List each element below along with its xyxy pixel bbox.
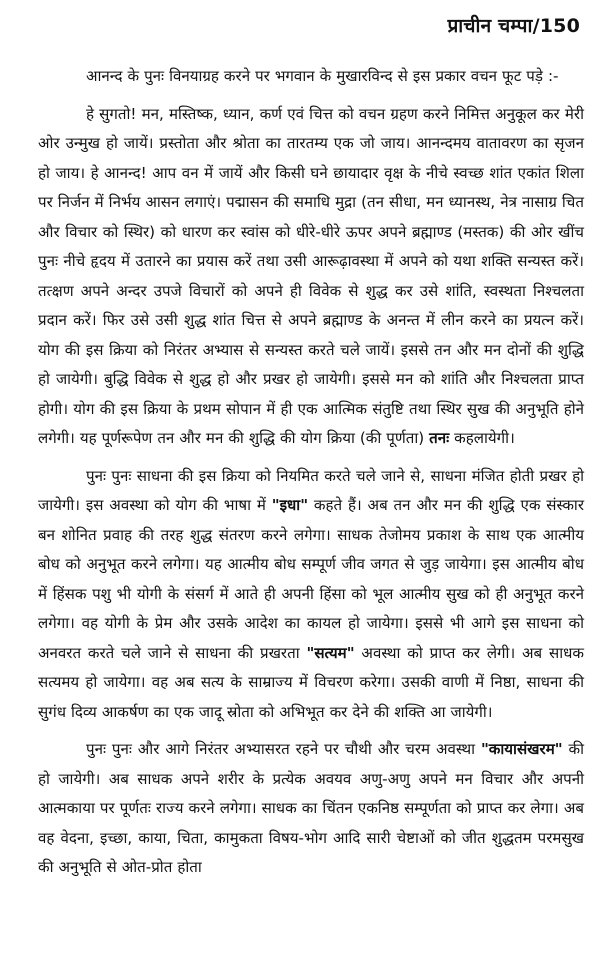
paragraph-2 (38, 100, 584, 454)
body-text (38, 62, 584, 891)
term-satyam: "सत्यम" (306, 643, 355, 662)
term-tanah: तनः (429, 429, 450, 447)
paragraph-3-intro: पुनः पुनः साधना की इस क्रिया को नियमित करते चले जाने से, साधना मंजित होती प्रखर हो जायेगी। इस अवस्था को योग की भाषा में (38, 466, 584, 514)
running-head: प्राचीन चम्पा/150 (447, 15, 580, 37)
paragraph-4-intro: पुनः पुनः और आगे निरंतर अभ्यासरत रहने पर चौथी और चरम अवस्था (86, 740, 476, 758)
term-idha: "इधा" (271, 496, 309, 514)
paragraph-4 (38, 735, 584, 883)
paragraph-1-text: आनन्द के पुनः विनयाग्रह करने पर भगवान के मुखारविन्द से इस प्रकार वचन फूट पड़े :- (86, 67, 559, 85)
paragraph-4-ending: की हो जायेगी। अब साधक अपने शरीर के प्रत्येक अवयव अणु-अणु अपने मन विचार और अपनी आत्मकाया पर पूर्णतः राज्य करने लगेगा। साधक का चिंतन एकनिष्ठ सम्पूर्णता को प्राप्त कर लेगा। अब वह वेदना, इच्छा, काया, चिता, कामुकता विषय-भोग आदि सारी चेष्टाओं को जीत शुद्धतम परमसुख की अनुभूति से ओत-प्रोत होता (38, 740, 585, 876)
paragraph-1 (38, 62, 584, 92)
term-kayasankharam: "कायासंखरम" (480, 740, 563, 758)
paragraph-3 (38, 462, 584, 728)
paragraph-3-ending: अवस्था को प्राप्त कर लेगी। अब साधक सत्यमय हो जायेगा। वह अब सत्य के साम्राज्य में विचरण करेगा। उसकी वाणी में निष्ठा, साधना की सुगंध दिव्य आकर्षण का एक जादू स्रोता को अभिभूत कर देने की शक्ति आ जायेगी। (38, 643, 584, 721)
paragraph-2-ending: कहलायेगी। (454, 429, 515, 447)
paragraph-3-middle: कहते हैं। अब तन और मन की शुद्धि एक संस्कार बन शोनित प्रवाह की तरह शुद्ध संतरण करने लगेगा। साधक तेजोमय प्रकाश के साथ एक आत्मीय बोध को अनुभूत करने लगेगा। यह आत्मीय बोध सम्पूर्ण जीव जगत से जुड़ जायेगा। इस आत्मीय बोध में हिंसक पशु भी योगी के संसर्ग में आते ही अपनी हिंसा को भूल आत्मीय सुख को ही अनुभूत करने लगेगा। वह योगी के प्रेम और उसके आदेश का कायल हो जायेगा। इससे भी आगे इस साधना को अनवरत करते चले जाने से साधना की प्रखरता (38, 496, 585, 662)
paragraph-2-text: हे सुगतो! मन, मस्तिष्क, ध्यान, कर्ण एवं चित्त को वचन ग्रहण करने निमित्त अनुकूल कर मेरी ओर उन्मुख हो जायें। प्रस्तोता और श्रोता का तारतम्य एक जो जाय। आनन्दमय वातावरण का सृजन हो जाय। हे आनन्द! आप वन में जायें और किसी घने छायादार वृक्ष के नीचे स्वच्छ शांत एकांत शिला पर निर्जन में निर्भय आसन लगाएं। पद्मासन की समाधि मुद्रा (तन सीधा, मन ध्यानस्थ, नेत्र नासाग्र चित और विचार को स्थिर) को धारण कर स्वांस को धीरे-धीरे ऊपर अपने ब्रह्माण्ड (मस्तक) की ओर खींच पुनः नीचे हृदय में उतारने का प्रयास करें तथा उसी आरूढ़ावस्था में अपने को यथा शक्ति सन्यस्त करें। तत्क्षण अपने अन्दर उपजे विचारों को अपने ही विवेक से शुद्ध कर उसे शांति, स्वस्थता निश्चलता प्रदान करें। फिर उसे उसी शुद्ध शांत चित्त से अपने ब्रह्माण्ड के अनन्त में लीन करने का प्रयत्न करें। योग की इस क्रिया को निरंतर अभ्यास से सन्यस्त करते चले जायें। इससे तन और मन दोनों की शुद्धि हो जायेगी। बुद्धि विवेक से शुद्ध हो और प्रखर हो जायेगी। इससे मन को शांति और निश्चलता प्राप्त होगी। योग की इस क्रिया के प्रथम सोपान में ही एक आत्मिक संतुष्टि तथा स्थिर सुख की अनुभूति होने लगेगी। यह पूर्णरूपेण तन और मन की शुद्धि की योग क्रिया (की पूर्णता) (38, 104, 584, 447)
